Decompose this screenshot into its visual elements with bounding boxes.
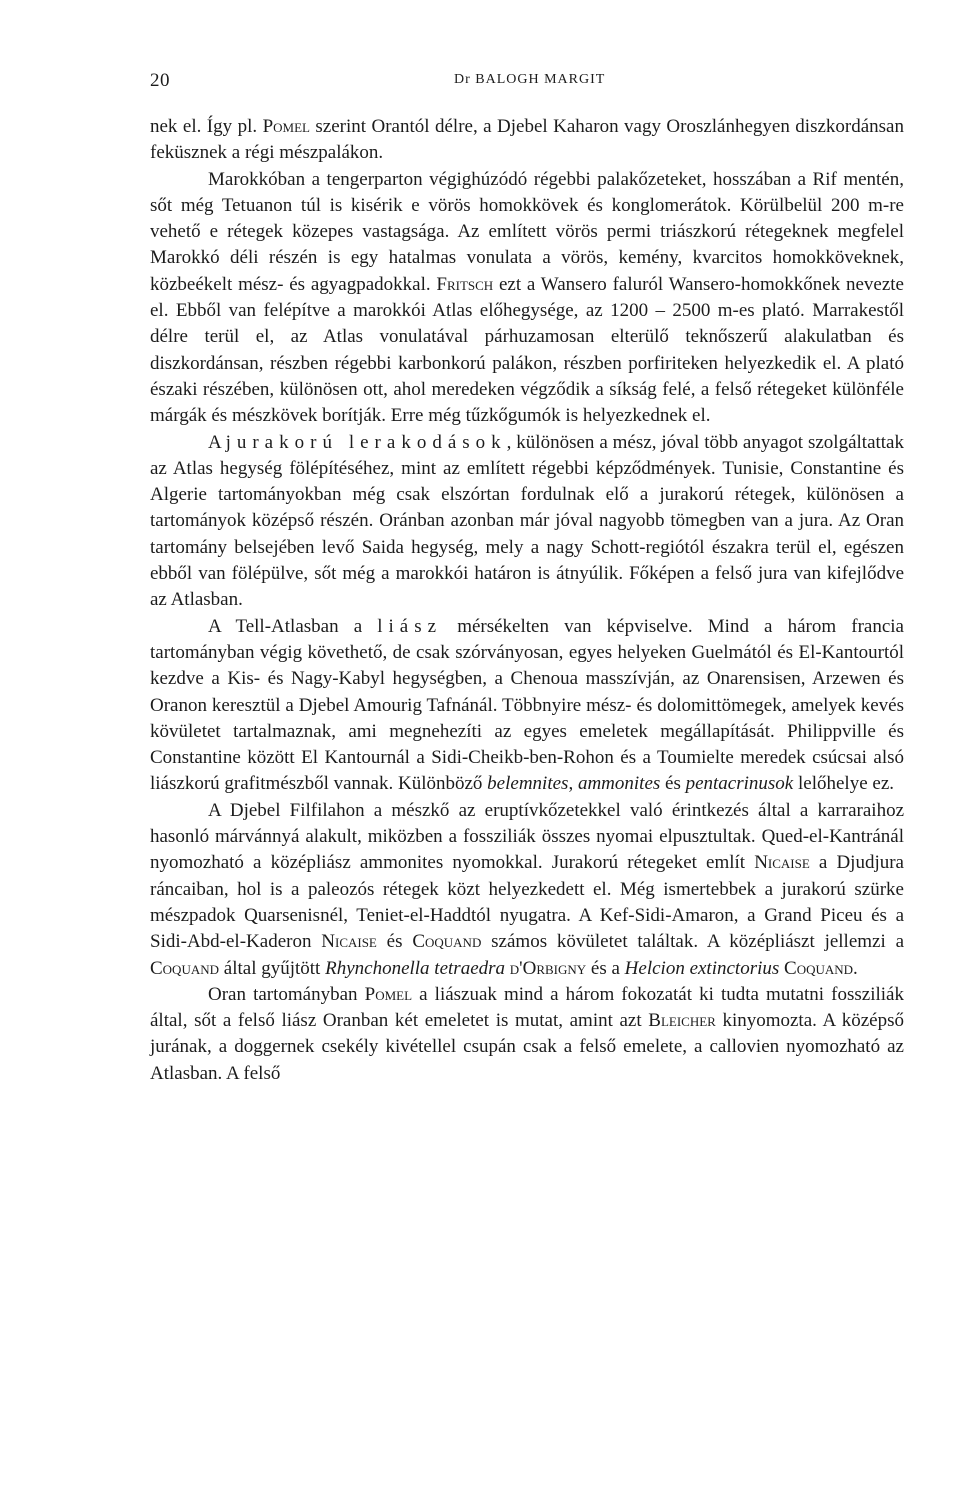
- author-name: Nicaise: [754, 852, 810, 874]
- paragraph-5: A Djebel Filfilahon a mészkő az eruptívkőzetekkel való érintkezés által a karraraihoz hasonló márvánnyá alakult, miközben a fossziliák összes nyomai elpusztultak. Qued-el-Kantránál nyomozható a középliász ammonites nyomokkal. Jurakorú rétegeket említ Nicaise a Djudjura ráncaiban, hol is a paleozós rétegek közt helyezkedett el. Még ismertebbek a jurakorú szürke mészpadok Quarsenisnél, Teniet-el-Haddtól nyugatra. A Kef-Sidi-Amaron, a Grand Piceu és a Sidi-Abd-el-Kaderon Nicaise és Coquand számos kövületet találtak. A középliászt jellemzi a Coquand által gyűjtött Rhynchonella tetraedra d'Orbigny és a Helcion extinctorius Coquand.: [150, 799, 905, 979]
- taxon-name: Rhynchonella tetraedra: [325, 957, 506, 979]
- author-name: Coquand: [412, 931, 482, 953]
- paragraph-2: Marokkóban a tengerparton végighúzódó régebbi palakőzeteket, hosszában a Rif mentén, sőt még Tetuanon túl is kisérik e vörös homokkövek és konglomerátok. Körülbelül 200 m-re vehető e rétegek közepes vastagsága. Az említett vörös permi triászkorú rétegeknek megfelel Marokkó déli részén is egy hatalmas vonulata a vörös, kemény, kvarcitos homokköveknek, közbeékelt mész- és agyagpadokkal. Fritsch ezt a Wansero faluról Wansero-homokkőnek nevezte el. Ebből van felépítve a marokkói Atlas előhegysége, az 1200 – 2500 m-es plató. Marrakestől délre terül el, az Atlas vonulatával párhuzamosan elterülő teknőszerű alakulatban és diszkordánsan, részben régebbi karbonkorú palákon, részben porfiriteken helyezkedik el. A plató északi részében, különösen ott, ahol meredeken végződik a síkság felé, a felső rétegeket különféle márgák és mészkövek borítják. Erre még tűzkőgumók is helyezkednek el.: [150, 168, 904, 427]
- author-name: d'Orbigny: [509, 957, 587, 979]
- author-name: Fritsch: [436, 273, 494, 295]
- author-name: Pomel: [364, 983, 413, 1005]
- paragraph-6: Oran tartományban Pomel a liászuak mind a három fokozatát ki tudta mutatni fossziliák által, sőt a felső liász Oranban két emeletet is mutat, amint azt Bleicher kinyomozta. A középső jurának, a doggernek csekély kivétellel csupán csak a felső emelete, a callovien nyomozható az Atlasban. A felső: [150, 983, 905, 1084]
- emphasized-term: liász: [377, 615, 443, 637]
- page-number: 20: [150, 70, 170, 91]
- paragraph-4: A Tell-Atlasban a liász mérsékelten van képviselve. Mind a három francia tartományban végig követhető, de csak szórványosan, egyes helyeken Guelmától és El-Kantourtól kezdve a Kis- és Nagy-Kabyl hegységben, a Chenoua masszívján, az Onarensisen, Arzewen és Oranon keresztül a Djebel Amourig Tafnánál. Többnyire mész- és dolomittömegek, amelyek kevés kövületet tartalmaznak, ami megnehezíti az egyes emeletek megállapítását. Philippville és Constantine között El Kantournál a Sidi-Cheikb-ben-Rohon és a Toumielte meredek csúcsai alsó liászkorú grafitmészből vannak. Különböző belemnites, ammonites és pentacrinusok lelőhelye ez.: [150, 615, 904, 795]
- author-name: Nicaise: [321, 931, 377, 953]
- paragraph-1: nek el. Így pl. Pomel szerint Orantól délre, a Djebel Kaharon vagy Oroszlánhegyen diszkordánsan feküsznek a régi mészpalákon.: [150, 116, 904, 164]
- author-name: Bleicher: [648, 1010, 716, 1032]
- running-title: Dr BALOGH MARGIT: [454, 72, 606, 87]
- taxon-name: pentacrinusok: [685, 773, 794, 795]
- page-header: [150, 70, 904, 94]
- emphasized-term: jurakorú lerakodások: [225, 431, 507, 453]
- paragraph-3: A jurakorú lerakodások, különösen a mész, jóval több anyagot szolgáltattak az Atlas hegység fölépítéséhez, mint az említett régebbi képződmények. Tunisie, Constantine és Algerie tartományokban még csak elszórtan fordulnak elő a jurakorú rétegek, különösen a tartományok középső részén. Oránban azonban már jóval nagyobb tömegben van a jura. Az Oran tartomány belsejében levő Saida hegység, mely a nagy Schott-regiótól északra terül el, egészen ebből van fölépülve, sőt még a marokkói határon is átnyúlik. Főképen a felső jura van kifejlődve az Atlasban.: [150, 431, 904, 611]
- taxon-name: ammonites: [577, 773, 661, 795]
- body-text: [150, 114, 904, 1087]
- author-name: Pomel: [262, 116, 310, 137]
- author-name: Coquand: [150, 957, 220, 979]
- author-name: Coquand: [784, 957, 854, 979]
- taxon-name: Helcion extinctorius: [624, 957, 780, 979]
- taxon-name: belemnites: [487, 773, 569, 795]
